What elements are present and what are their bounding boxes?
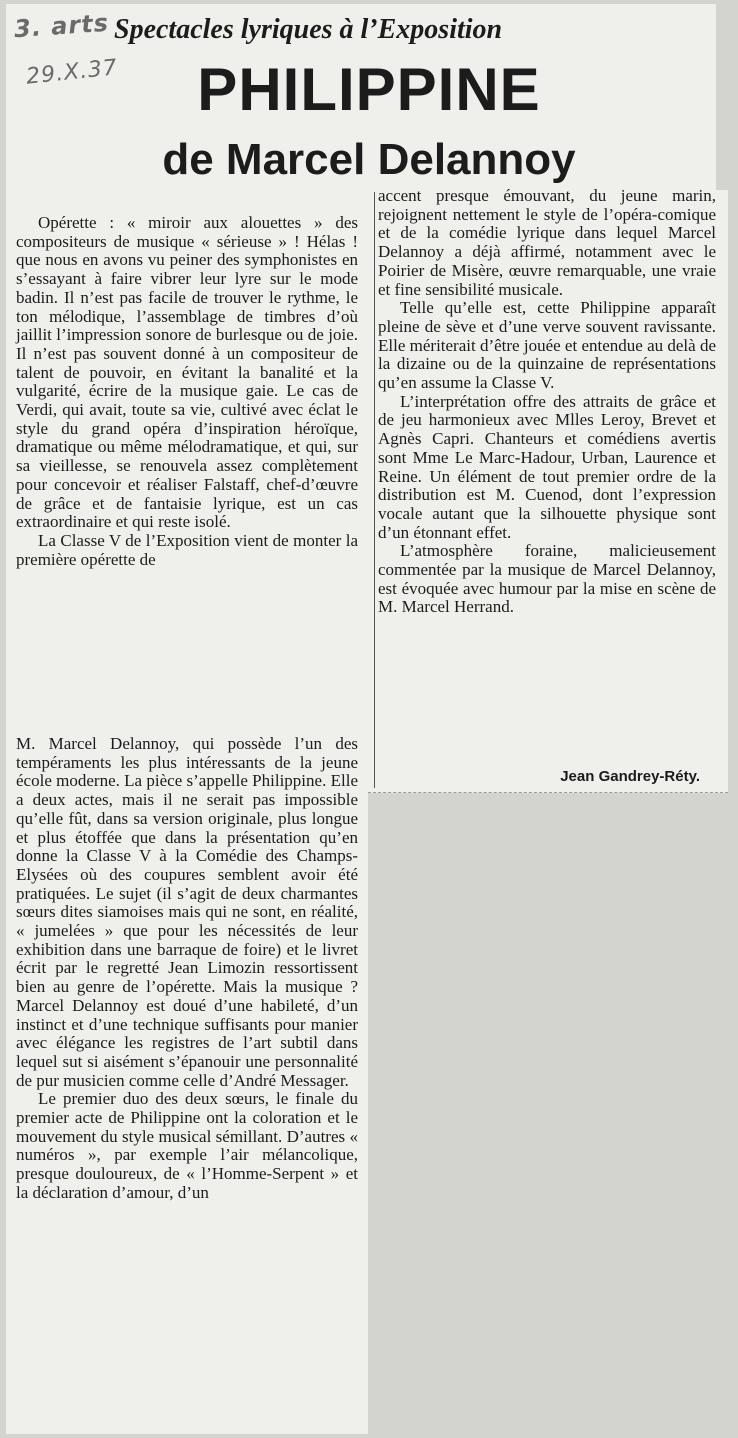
paragraph: Telle qu’elle est, cette Philippine apparaît pleine de sève et d’une verve souvent ravissante. Elle mériterait d’être jouée et entendue au delà de la dizaine ou de la quinzaine de représentations qu’en assume la Classe V. [378,298,716,393]
paragraph: Le premier duo des deux sœurs, le finale du premier acte de Philippine ont la coloration et le mouvement du style musical sémillant. D’autres « numéros », par exemple l’air mélancolique, presque douloureux, de « l’Homme-Serpent » et la déclaration d’amour, d’un [16,1089,358,1202]
paragraph: Opérette : « miroir aux alouettes » des compositeurs de musique « sérieuse » ! Hélas ! que nous en avons vu peiner des symphonistes en s’essayant à faire vibrer leur lyre sur le mode badin. Il n’est pas facile de trouver le rythme, le ton mélodique, l’assemblage de timbres d’où jaillit l’impression sonore de burlesque ou de joie. Il n’est pas souvent donné à un compositeur de talent de pouvoir, en évitant la banalité et la vulgarité, écrire de la musique gaie. Le cas de Verdi, qui avait, toute sa vie, cultivé avec éclat le style du grand opéra d’inspiration héroïque, dramatique ou même mélodramatique, et qui, sur sa vieillesse, se renouvela assez complètement pour concevoir et réaliser Falstaff, chef-d’œuvre de grâce et de fantaisie lyrique, est un cas extraordinaire et qui reste isolé. [16,213,358,532]
article-subtitle: de Marcel Delannoy [162,135,576,184]
article-title: PHILIPPINE [197,56,541,123]
handwritten-note: 3. arts [13,8,110,44]
column-rule [374,192,375,788]
paragraph: L’interprétation offre des attraits de grâce et de jeu harmonieux avec Mlles Leroy, Brevet et Agnès Capri. Chanteurs et comédiens avertis sont Mme Le Marc-Hadour, Urban, Laurence et Reine. Un élément de tout premier ordre de la distribution est M. Cuenod, dont l’expression vocale autant que la silhouette physique sont d’un étonnant effet. [378,391,716,542]
handwritten-date: 29.X.37 [24,55,120,90]
article-column-left-top [16,214,358,569]
paragraph: accent presque émouvant, du jeune marin, rejoignent nettement le style de l’opéra-comique et de la comédie lyrique dans lequel Marcel Delannoy a déjà affirmé, notamment avec le Poirier de Misère, œuvre remarquable, une vraie et fine sensibilité musicale. [378,186,716,299]
paragraph: La Classe V de l’Exposition vient de monter la première opérette de [16,530,358,569]
article-column-left-bottom [16,735,358,1203]
article-column-right [378,187,716,617]
paragraph: M. Marcel Delannoy, qui possède l’un des tempéraments les plus intéressants de la jeune école moderne. La pièce s’appelle Philippine. Elle a deux actes, mais il ne serait pas impossible qu’elle fût, dans sa version originale, plus longue et plus étoffée que dans la présentation qu’en donne la Classe V à la Comédie des Champs-Elysées où des coupures semblent avoir été pratiquées. Le sujet (il s’agit de deux charmantes sœurs dites siamoises mais qui ne sont, en réalité, « jumelées » que pour les nécessités de leur exhibition dans une barraque de foire) et le livret écrit par le regretté Jean Limozin ressortissent bien au genre de l’opérette. Mais la musique ? Marcel Delannoy est doué d’une habileté, d’un instinct et d’une technique suffisants pour manier avec élégance les registres de l’art subtil dans lequel sut si aisément s’épanouir une personnalité de pur musicien comme celle d’André Messager. [16,734,358,1090]
article-byline: Jean Gandrey-Réty. [560,768,700,785]
article-kicker: Spectacles lyriques à l’Exposition [114,14,503,45]
paragraph: L’atmosphère foraine, malicieusement commentée par la musique de Marcel Delannoy, est évoquée avec humour par la mise en scène de M. Marcel Herrand. [378,541,716,617]
